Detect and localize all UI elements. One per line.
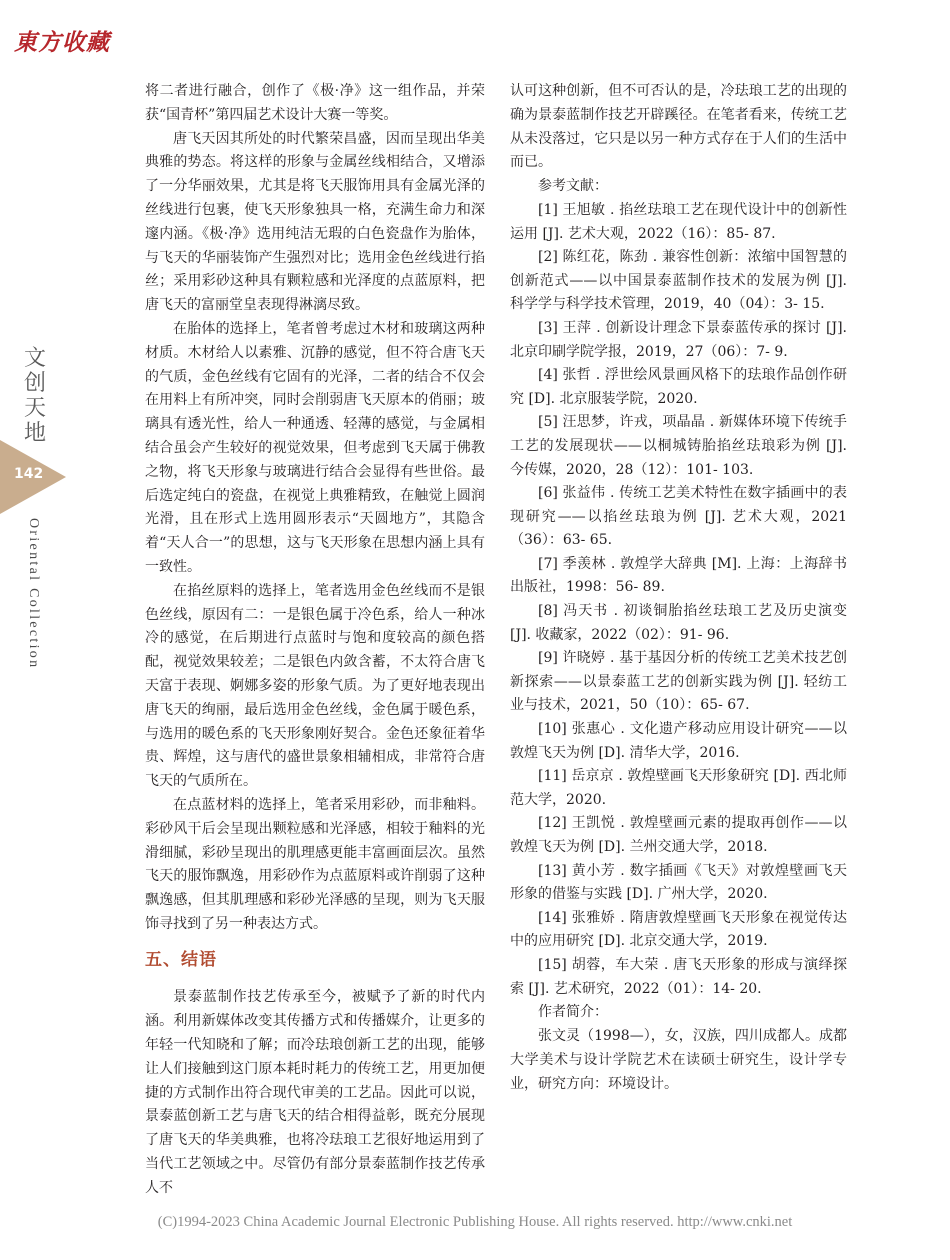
column-name (22, 346, 48, 446)
reference-item: [10] 张惠心 . 文化遗产移动应用设计研究——以敦煌飞天为例 [D]. 清华大学，2016. (510, 721, 847, 761)
conclusion-paragraph: 景泰蓝制作技艺传承至今，被赋予了新的时代内涵。利用新媒体改变其传播方式和传播媒介，让更多的年轻一代知晓和了解；而冷珐琅创新工艺的出现，能够让人们接触到这门原本耗时耗力的传统工艺，用更加便捷的方式制作出符合现代审美的工艺品。因此可以说，景泰蓝创新工艺与唐飞天的结合相得益彰，既充分展现了唐飞天的华美典雅，也将冷珐琅工艺很好地运用到了当代工艺领域之中。尽管仍有部分景泰蓝制作技艺传承人不 (145, 989, 485, 1196)
body-paragraph: 在胎体的选择上，笔者曾考虑过木材和玻璃这两种材质。木材给人以素雅、沉静的感觉，但不符合唐飞天的气质，金色丝线有它固有的光泽，二者的结合不仅会在用料上有所冲突，同时会削弱唐飞天原本的俏丽；玻璃具有透光性，给人一种通透、轻薄的感觉，与金属相结合虽会产生较好的视觉效果，但考虑到飞天属于佛教之物，将飞天形象与玻璃进行结合会显得有些世俗。最后选定纯白的瓷盘，在视觉上典雅精致，在触觉上圆润光滑，且在形式上选用圆形表示“天圆地方”，其隐含着“天人合一”的思想，这与飞天形象在思想内涵上具有一致性。 (145, 320, 485, 575)
references-heading: 参考文献： (538, 178, 608, 195)
section-title: 五、结语 (145, 949, 217, 970)
reference-item: [5] 汪思梦，许戎，项晶晶 . 新媒体环境下传统手工艺的发展现状——以桐城铸胎掐丝珐琅彩为例 [J]. 今传媒，2020，28（12）：101- 103. (510, 414, 847, 478)
copyright-footer: (C)1994-2023 China Academic Journal Electronic Publishing House. All rights reserved. http://www.cnki.net (157, 1214, 793, 1230)
reference-item: [6] 张益伟 . 传统工艺美术特性在数字插画中的表现研究——以掐丝珐琅为例 [J]. 艺术大观，2021（36）：63- 65. (510, 485, 847, 549)
body-paragraph: 唐飞天因其所处的时代繁荣昌盛，因而呈现出华美典雅的势态。将这样的形象与金属丝线相结合，又增添了一分华丽效果，尤其是将飞天服饰用具有金属光泽的丝线进行包裹，使飞天形象独具一格，充满生命力和深邃内涵。《极·净》选用纯洁无瑕的白色瓷盘作为胎体，与飞天的华丽装饰产生强烈对比；选用金色丝线进行掐丝；采用彩砂这种具有颗粒感和光泽度的点蓝原料，把唐飞天的富丽堂皇表现得淋漓尽致。 (145, 130, 485, 314)
reference-list (510, 199, 847, 1001)
column-name-char: 地 (23, 421, 46, 446)
reference-item: [9] 许晓婷 . 基于基因分析的传统工艺美术技艺创新探索——以景泰蓝工艺的创新实践为例 [J]. 轻纺工业与技术，2021，50（10）：65- 67. (510, 650, 847, 714)
reference-item: [4] 张哲 . 浮世绘风景画风格下的珐琅作品创作研究 [D]. 北京服装学院，2020. (510, 367, 847, 407)
right-column (510, 80, 847, 1096)
reference-item: [7] 季羡林 . 敦煌学大辞典 [M]. 上海：上海辞书出版社，1998：56- 89. (510, 555, 847, 596)
reference-item: [11] 岳京京 . 敦煌壁画飞天形象研究 [D]. 西北师范大学，2020. (510, 768, 847, 808)
reference-item: [2] 陈红花，陈劲 . 兼容性创新：浓缩中国智慧的创新范式——以中国景泰蓝制作技术的发展为例 [J]. 科学学与科学技术管理，2019，40（04）：3- 15. (510, 249, 847, 313)
reference-item: [12] 王凯悦 . 敦煌壁画元素的提取再创作——以敦煌飞天为例 [D]. 兰州交通大学，2018. (510, 815, 847, 856)
reference-item: [13] 黄小芳 . 数字插画《飞天》对敦煌壁画飞天形象的借鉴与实践 [D]. 广州大学，2020. (510, 862, 847, 903)
page-number: 142 (14, 466, 44, 482)
author-heading: 作者简介： (538, 1004, 608, 1021)
reference-item: [3] 王萍 . 创新设计理念下景泰蓝传承的探讨 [J]. 北京印刷学院学报，2019，27（06）：7- 9. (510, 319, 847, 360)
column-name-char: 天 (23, 396, 46, 421)
reference-item: [14] 张雅娇 . 隋唐敦煌壁画飞天形象在视觉传达中的应用研究 [D]. 北京交通大学，2019. (510, 909, 847, 950)
reference-item: [8] 冯天书 . 初谈铜胎掐丝珐琅工艺及历史演变 [J]. 收藏家，2022（02）：91- 96. (510, 603, 847, 643)
author-bio: 张文灵（1998—），女，汉族，四川成都人。成都大学美术与设计学院艺术在读硕士研究生，设计学专业，研究方向：环境设计。 (510, 1027, 847, 1092)
left-column (145, 80, 485, 1201)
column-name-char: 创 (23, 371, 46, 396)
reference-item: [15] 胡蓉，车大荣 . 唐飞天形象的形成与演绎探索 [J]. 艺术研究，2022（01）：14- 20. (510, 956, 847, 997)
column-name-char: 文 (23, 346, 46, 371)
body-paragraph: 在点蓝材料的选择上，笔者采用彩砂，而非釉料。彩砂风干后会呈现出颗粒感和光泽感，相较于釉料的光滑细腻，彩砂呈现出的肌理感更能丰富画面层次。虽然飞天的服饰飘逸，用彩砂作为点蓝原料或许削弱了这种飘逸感，但其肌理感和彩砂光泽感的呈现，则为飞天服饰寻找到了另一种表达方式。 (145, 796, 485, 932)
journal-logo: 東方收藏 (14, 29, 110, 56)
body-paragraph: 将二者进行融合，创作了《极·净》这一组作品，并荣获“国青杯”第四届艺术设计大赛一等奖。 (145, 83, 485, 123)
body-paragraph: 在掐丝原料的选择上，笔者选用金色丝线而不是银色丝线，原因有二：一是银色属于冷色系，给人一种冰冷的感觉，在后期进行点蓝时与饱和度较高的颜色搭配，视觉效果较差；二是银色内敛含蓄，不太符合唐飞天富于表现、婀娜多姿的形象气质。为了更好地表现出唐飞天的绚丽，最后选用金色丝线，金色属于暖色系，与选用的暖色系的飞天形象刚好契合。金色还象征着华贵、辉煌，这与唐代的盛世景象相辅相成，非常符合唐飞天的气质所在。 (145, 582, 485, 790)
continuation-paragraph: 认可这种创新，但不可否认的是，冷珐琅工艺的出现的确为景泰蓝制作技艺开辟蹊径。在笔者看来，传统工艺从未没落过，它只是以另一种方式存在于人们的生活中而已。 (510, 83, 847, 171)
journal-english-name: Oriental Collection (26, 518, 41, 670)
reference-item: [1] 王旭敏 . 掐丝珐琅工艺在现代设计中的创新性运用 [J]. 艺术大观，2022（16）：85- 87. (510, 201, 847, 242)
